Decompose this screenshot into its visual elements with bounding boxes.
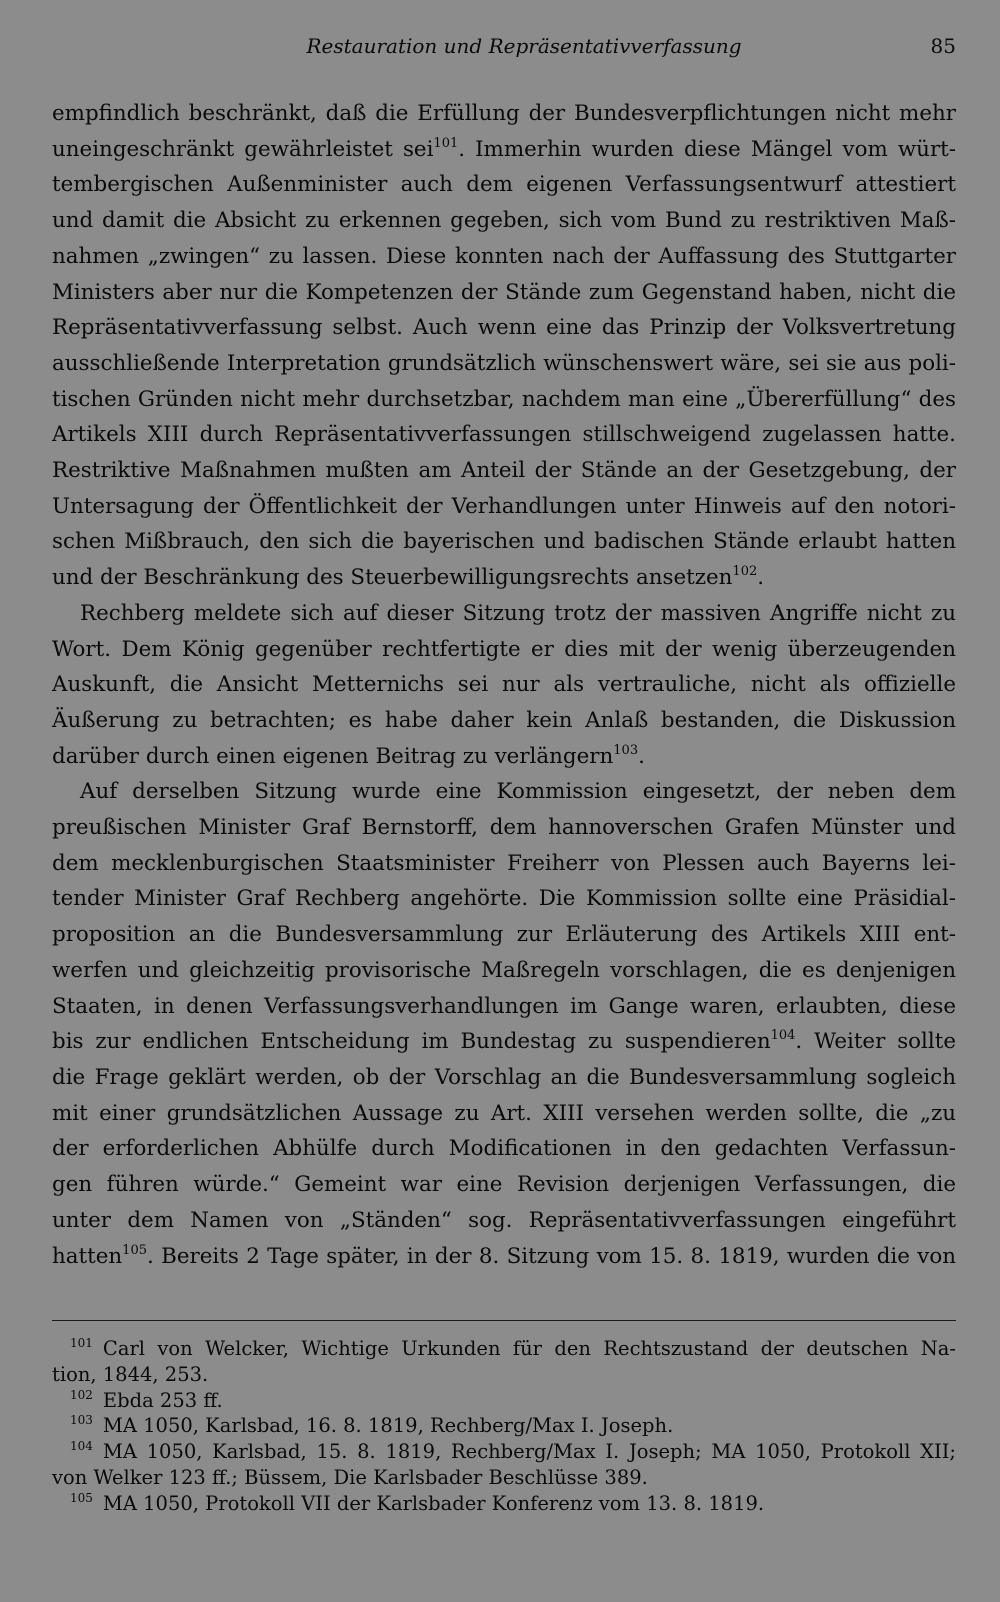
page-number: 85 [930,34,956,58]
text-fragment: und der Beschränkung des Steuerbewilligungsrechts ansetzen [52,565,733,591]
text-line [52,1024,956,1060]
text-fragment: . [638,743,645,769]
text-line: Ministers aber nur die Kompetenzen der Stände zum Gegenstand haben, nicht die [52,279,956,305]
text-line: empfindlich beschränkt, daß die Erfüllung der Bundesverpflichtungen nicht mehr [52,101,956,126]
main-text [52,96,956,1274]
text-line: Restriktive Maßnahmen mußten am Anteil der Stände an der Gesetzgebung, der [52,458,956,484]
footnote-text: MA 1050, Karlsbad, 16. 8. 1819, Rechberg/Max I. Joseph. [102,1414,674,1438]
text-line: Auf derselben Sitzung wurde eine Kommission eingesetzt, der neben dem [80,779,956,805]
text-line [52,560,956,596]
text-line: mit einer grundsätzlichen Aussage zu Art. XIII versehen werden sollte, die „zu [52,1100,956,1126]
footnote-line [52,1439,956,1465]
footnote-line: tion, 1844, 253. [52,1362,209,1386]
text-line: dem mecklenburgischen Staatsminister Freiherr von Plessen auch Bayerns lei- [52,850,956,876]
footnote-text: Ebda 253 ff. [102,1388,223,1412]
footnote-101 [52,1336,956,1388]
text-fragment: . Bereits 2 Tage später, in der 8. Sitzung vom 15. 8. 1819, wurden die von [147,1243,956,1269]
text-line: tender Minister Graf Rechberg angehörte. Die Kommission sollte eine Präsidial- [52,886,956,912]
text-line: werfen und gleichzeitig provisorische Maßregeln vorschlagen, die es denjenigen [52,957,956,983]
footnote-ref-101[interactable]: 101 [433,135,459,151]
text-line: Repräsentativverfassung selbst. Auch wenn eine das Prinzip der Volksvertretung [52,315,956,341]
footnote-divider [52,1320,956,1321]
text-line [52,132,956,168]
text-line [52,1239,956,1275]
footnote-ref-102[interactable]: 102 [732,564,758,580]
text-line: Untersagung der Öffentlichkeit der Verhandlungen unter Hinweis auf den notori- [52,493,956,519]
text-fragment: uneingeschränkt gewährleistet sei [52,136,434,162]
footnote-ref-103[interactable]: 103 [613,742,639,758]
footnote-line: von Welker 123 ff.; Büssem, Die Karlsbader Beschlüsse 389. [52,1465,648,1489]
footnote-103 [52,1413,956,1439]
text-line: Wort. Dem König gegenüber rechtfertigte er dies mit der wenig überzeugenden [52,636,956,662]
footnote-text: MA 1050, Karlsbad, 15. 8. 1819, Rechberg/Max I. Joseph; MA 1050, Protokoll XII; [102,1440,956,1464]
paragraph-2 [52,596,956,775]
text-line: unter dem Namen von „Ständen“ sog. Repräsentativverfassungen eingeführt [52,1207,956,1233]
footnote-line [52,1336,956,1362]
footnote-104 [52,1439,956,1491]
text-line: proposition an die Bundesversammlung zur Erläuterung des Artikels XIII ent- [52,922,956,948]
text-line: nahmen „zwingen“ zu lassen. Diese konnten nach der Auffassung des Stuttgarter [52,243,956,269]
footnote-ref-105[interactable]: 105 [122,1242,147,1258]
text-line: Auskunft, die Ansicht Metternichs sei nur als vertrauliche, nicht als offizielle [52,672,956,698]
text-fragment: darüber durch einen eigenen Beitrag zu verlängern [52,743,614,769]
footnote-105 [52,1491,956,1517]
footnotes [52,1336,956,1517]
text-line [52,739,956,775]
text-line: Staaten, in denen Verfassungsverhandlungen im Gange waren, erlaubten, diese [52,993,956,1019]
text-line: tembergischen Außenminister auch dem eigenen Verfassungsentwurf attestiert [52,172,956,198]
footnote-line [52,1388,956,1414]
footnote-number: 103 [70,1413,93,1428]
text-line: preußischen Minister Graf Bernstorff, dem hannoverschen Grafen Münster und [52,815,956,841]
text-line: ausschließende Interpretation grundsätzlich wünschenswert wäre, sei sie aus poli- [52,350,956,376]
footnote-text: Carl von Welcker, Wichtige Urkunden für den Rechtszustand der deutschen Na- [102,1337,956,1360]
text-line: schen Mißbrauch, den sich die bayerischen und badischen Stände erlaubt hatten [52,529,956,555]
text-line: die Frage geklärt werden, ob der Vorschlag an die Bundesversammlung sogleich [52,1064,956,1090]
footnote-ref-104[interactable]: 104 [770,1028,796,1044]
footnote-line [52,1413,956,1439]
footnote-line [52,1491,956,1517]
footnote-102 [52,1388,956,1414]
page-header [52,34,956,64]
footnote-number: 101 [70,1336,93,1350]
text-fragment: . [757,565,765,591]
text-line: Artikels XIII durch Repräsentativverfassungen stillschweigend zugelassen hatte. [52,422,956,448]
text-fragment: . Weiter sollte [795,1029,956,1055]
text-line: und damit die Absicht zu erkennen gegeben, sich vom Bund zu restriktiven Maß- [52,208,956,234]
text-line: gen führen würde.“ Gemeint war eine Revision derjenigen Verfassungen, die [52,1172,956,1198]
running-head: Restauration und Repräsentativverfassung [306,34,742,58]
text-fragment: bis zur endlichen Entscheidung im Bundestag zu suspendieren [52,1029,771,1055]
footnote-text: MA 1050, Protokoll VII der Karlsbader Konferenz vom 13. 8. 1819. [102,1491,765,1515]
footnote-number: 102 [70,1387,93,1402]
text-fragment: hatten [52,1243,123,1269]
text-line: der erforderlichen Abhülfe durch Modificationen in den gedachten Verfassun- [52,1136,956,1162]
footnote-number: 105 [70,1490,93,1505]
paragraph-3 [52,774,956,1274]
text-line: Rechberg meldete sich auf dieser Sitzung trotz der massiven Angriffe nicht zu [80,600,956,626]
footnote-number: 104 [70,1439,93,1454]
text-fragment: . Immerhin wurden diese Mängel vom würt- [458,136,956,162]
text-line: tischen Gründen nicht mehr durchsetzbar, nachdem man eine „Übererfüllung“ des [52,386,956,412]
paragraph-1 [52,96,956,596]
text-line: Äußerung zu betrachten; es habe daher kein Anlaß bestanden, die Diskussion [52,707,956,733]
